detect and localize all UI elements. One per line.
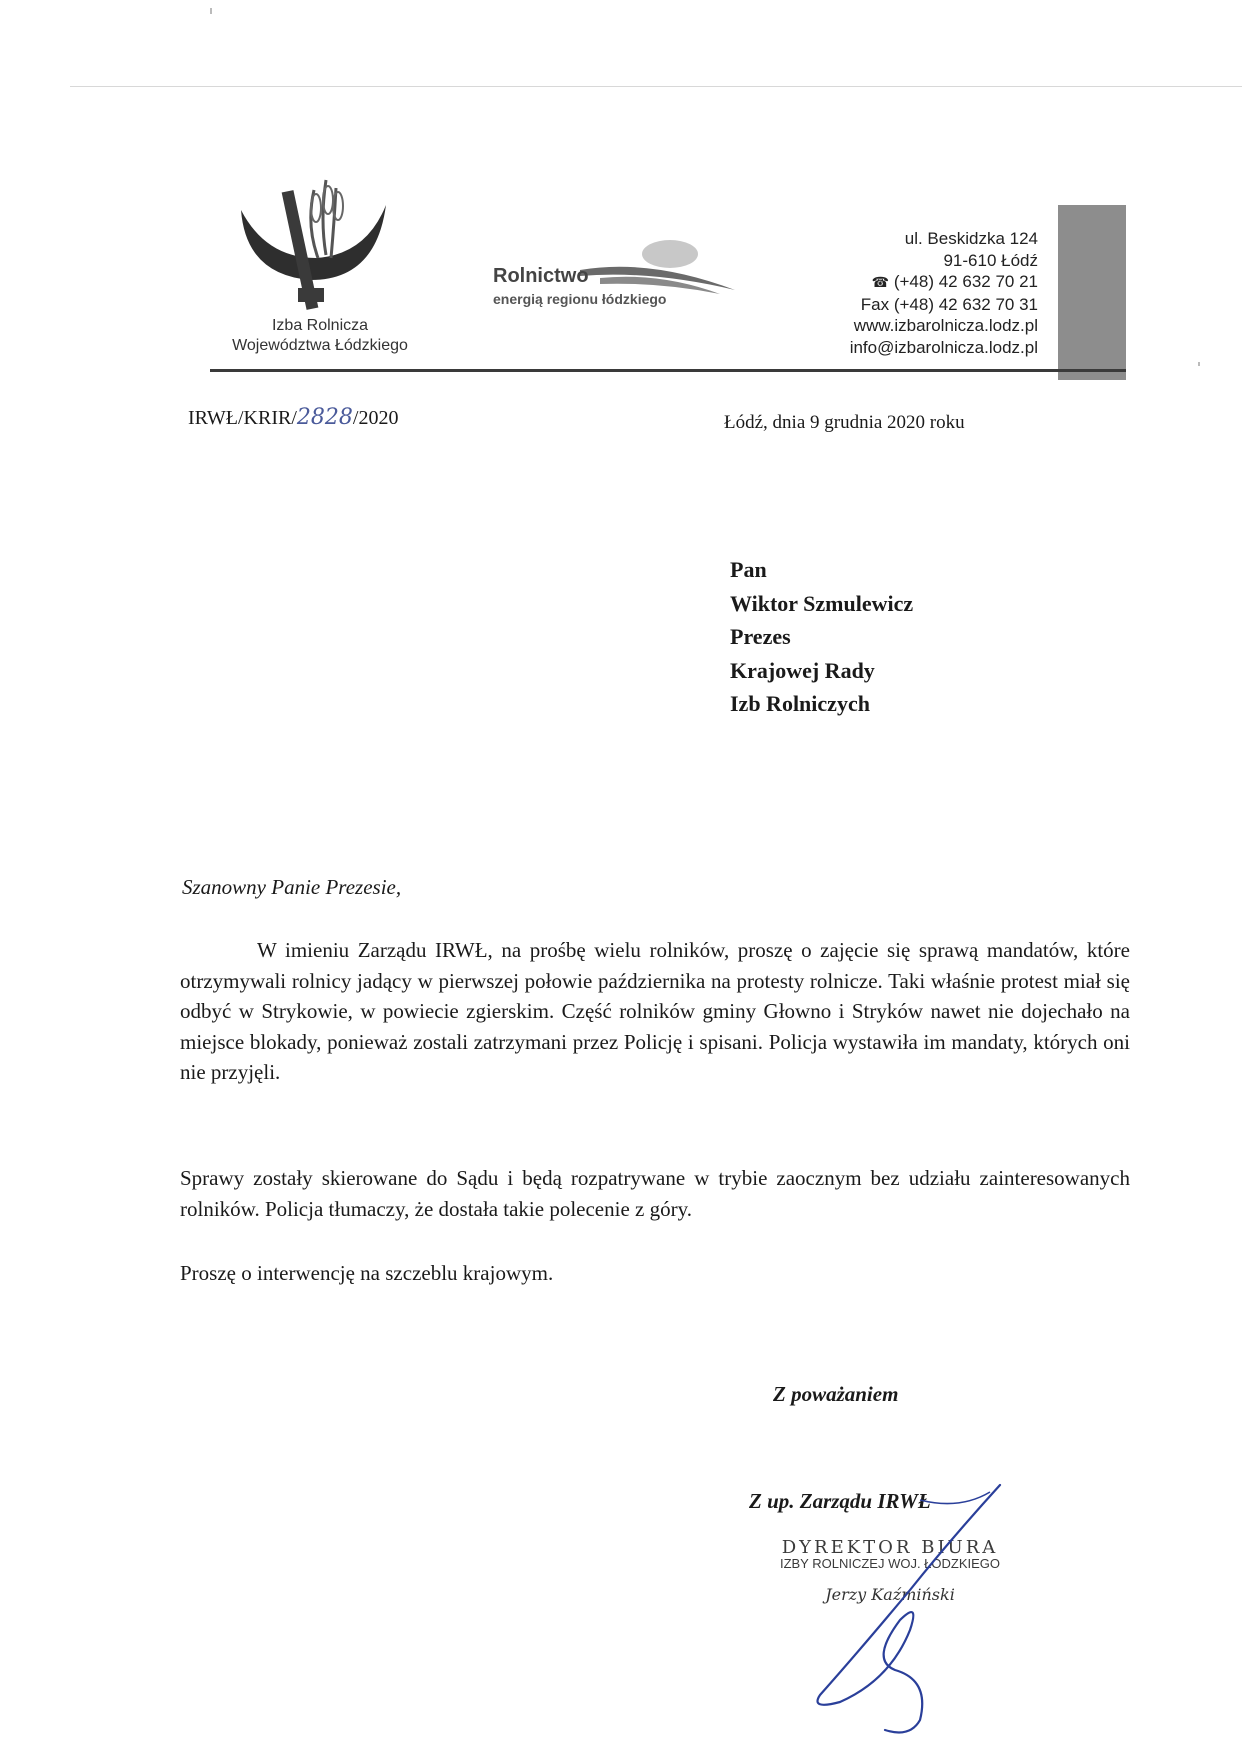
chamber-logo-icon: [236, 170, 396, 315]
letterhead-side-block: [1058, 205, 1126, 380]
address-city: 91-610 Łódź: [943, 250, 1038, 270]
sign-on-behalf: Z up. Zarządu IRWŁ: [749, 1489, 931, 1513]
scan-edge-line: [70, 86, 1242, 87]
website-link[interactable]: www.izbarolnicza.lodz.pl: [853, 316, 1038, 335]
reference-prefix: IRWŁ/KRIR/: [188, 407, 297, 429]
phone-number: (+48) 42 632 70 21: [893, 272, 1038, 291]
stamp-subtitle: IZBY ROLNICZEJ WOJ. ŁÓDZKIEGO: [779, 1556, 1001, 1571]
addressee-block: [730, 553, 913, 721]
address-street: ul. Beskidzka 124: [904, 229, 1038, 248]
salutation: Szanowny Panie Prezesie,: [182, 875, 402, 899]
handwritten-signature-icon: [800, 1480, 1020, 1740]
letterhead-divider: [210, 369, 1126, 372]
org-name-line2: Województwa Łódzkiego: [232, 337, 408, 354]
stamp-title: DYREKTOR BIURA: [781, 1537, 999, 1558]
addressee-line: Pan: [730, 557, 767, 582]
stamp-name: Jerzy Kaźmiński: [825, 1585, 955, 1604]
email-link[interactable]: info@izbarolnicza.lodz.pl: [849, 337, 1038, 357]
addressee-line: Wiktor Szmulewicz: [730, 590, 914, 616]
body-paragraph: Proszę o interwencję na szczeblu krajowym.: [180, 1261, 554, 1285]
body-paragraph: Sprawy zostały skierowane do Sądu i będą rozpatrywane w trybie zaocznym bez udziału zainteresowanych rolników. Policja tłumaczy, że dostała takie polecenie z góry.: [180, 1166, 1130, 1221]
contact-block: [850, 228, 1038, 358]
phone-line: [850, 271, 1038, 294]
fax-number: Fax (+48) 42 632 70 31: [860, 294, 1038, 314]
letter-date: Łódź, dnia 9 grudnia 2020 roku: [724, 412, 965, 433]
addressee-line: Izb Rolniczych: [730, 691, 870, 716]
body-paragraph: W imieniu Zarządu IRWŁ, na prośbę wielu rolników, proszę o zajęcie się sprawą mandatów, które otrzymywali rolnicy jadący w pierwszej połowie października na protesty rolnicze. Taki właśnie protest miał się odbyć w Strykowie, w powiecie zgierskim. Część rolników gminy Głowno i Stryków nawet nie dojechało na miejsce blokady, ponieważ zostali zatrzymani przez Policję i spisani. Policja wystawiła im mandaty, których oni nie przyjęli.: [180, 938, 1130, 1084]
scan-speck: [210, 8, 212, 14]
addressee-line: Krajowej Rady: [730, 657, 875, 683]
reference-handwritten-number: 2828: [296, 405, 353, 430]
addressee-line: Prezes: [730, 624, 791, 649]
scan-speck: [1198, 362, 1200, 366]
slogan-subtitle: energią regionu łódzkiego: [493, 291, 667, 307]
org-name: [200, 316, 440, 356]
closing-phrase: Z poważaniem: [773, 1382, 899, 1406]
org-name-line1: Izba Rolnicza: [271, 317, 369, 334]
reference-suffix: /2020: [352, 407, 399, 429]
reference-number: [188, 405, 398, 430]
slogan-title: Rolnictwo: [493, 265, 589, 287]
phone-icon: ☎: [871, 274, 890, 290]
